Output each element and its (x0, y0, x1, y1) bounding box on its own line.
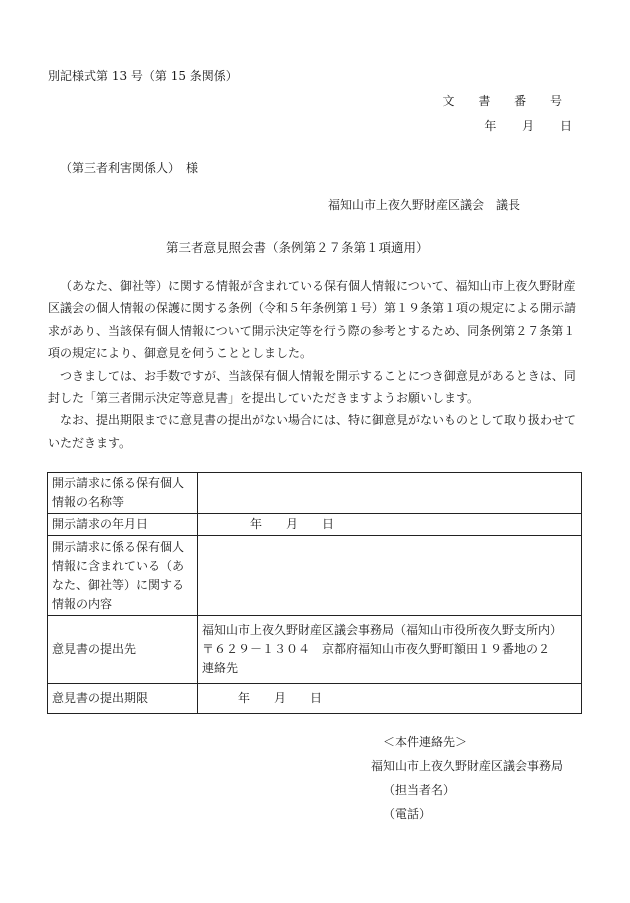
contact-phone: （電話） (383, 807, 432, 821)
row-label: 開示請求の年月日 (48, 514, 198, 536)
row-label: 意見書の提出期限 (48, 684, 198, 714)
document-number-label: 文 書 番 号 (442, 94, 572, 108)
contact-block (371, 730, 564, 826)
body-paragraph: なお、提出期限までに意見書の提出がない場合には、特に御意見がないものとして取り扱わせていただきます。 (48, 413, 577, 450)
contact-org: 福知山市上夜久野財産区議会事務局 (371, 759, 564, 773)
table-row (48, 536, 582, 616)
date-label: 年 月 日 (484, 119, 572, 133)
row-label: 開示請求に係る保有個人情報に含まれている（あなた、御社等）に関する情報の内容 (48, 536, 198, 616)
row-label: 開示請求に係る保有個人情報の名称等 (48, 473, 198, 514)
info-table (47, 472, 582, 714)
table-row (48, 473, 582, 514)
form-number: 別記様式第 13 号（第 15 条関係） (48, 69, 238, 83)
body-paragraph: （あなた、御社等）に関する情報が含まれている保有個人情報について、福知山市上夜久野財産区議会の個人情報の保護に関する条例（令和５年条例第１号）第１９条第１項の規定による開示請求があり、当該保有個人情報について開示決定等を行う際の参考とするため、同条例第２７条第１項の規定により、御意見を伺うこととしました。 (48, 279, 577, 361)
document-title: 第三者意見照会書（条例第２７条第１項適用） (166, 240, 429, 255)
contact-person: （担当者名） (383, 783, 456, 797)
row-value (198, 536, 582, 616)
table-row (48, 684, 582, 714)
table-row (48, 514, 582, 536)
contact-heading: ＜本件連絡先＞ (383, 735, 468, 749)
sender: 福知山市上夜久野財産区議会 議長 (328, 198, 521, 212)
addressee: （第三者利害関係人） 様 (60, 161, 199, 175)
submission-address-line: 連絡先 (202, 661, 239, 675)
row-label: 意見書の提出先 (48, 616, 198, 684)
row-value: 年 月 日 (198, 684, 582, 714)
table-row (48, 616, 582, 684)
body-paragraph: つきましては、お手数ですが、当該保有個人情報を開示することにつき御意見があるときは、同封した「第三者開示決定等意見書」を提出していただきますようお願いします。 (48, 368, 576, 406)
row-value: 年 月 日 (198, 514, 582, 536)
row-value (198, 473, 582, 514)
submission-address-line: 福知山市上夜久野財産区議会事務局（福知山市役所夜久野支所内） (202, 623, 563, 637)
body-text (48, 275, 586, 454)
row-value (198, 616, 582, 684)
submission-address-line: 〒６２９－１３０４ 京都府福知山市夜久野町額田１９番地の２ (202, 642, 551, 656)
